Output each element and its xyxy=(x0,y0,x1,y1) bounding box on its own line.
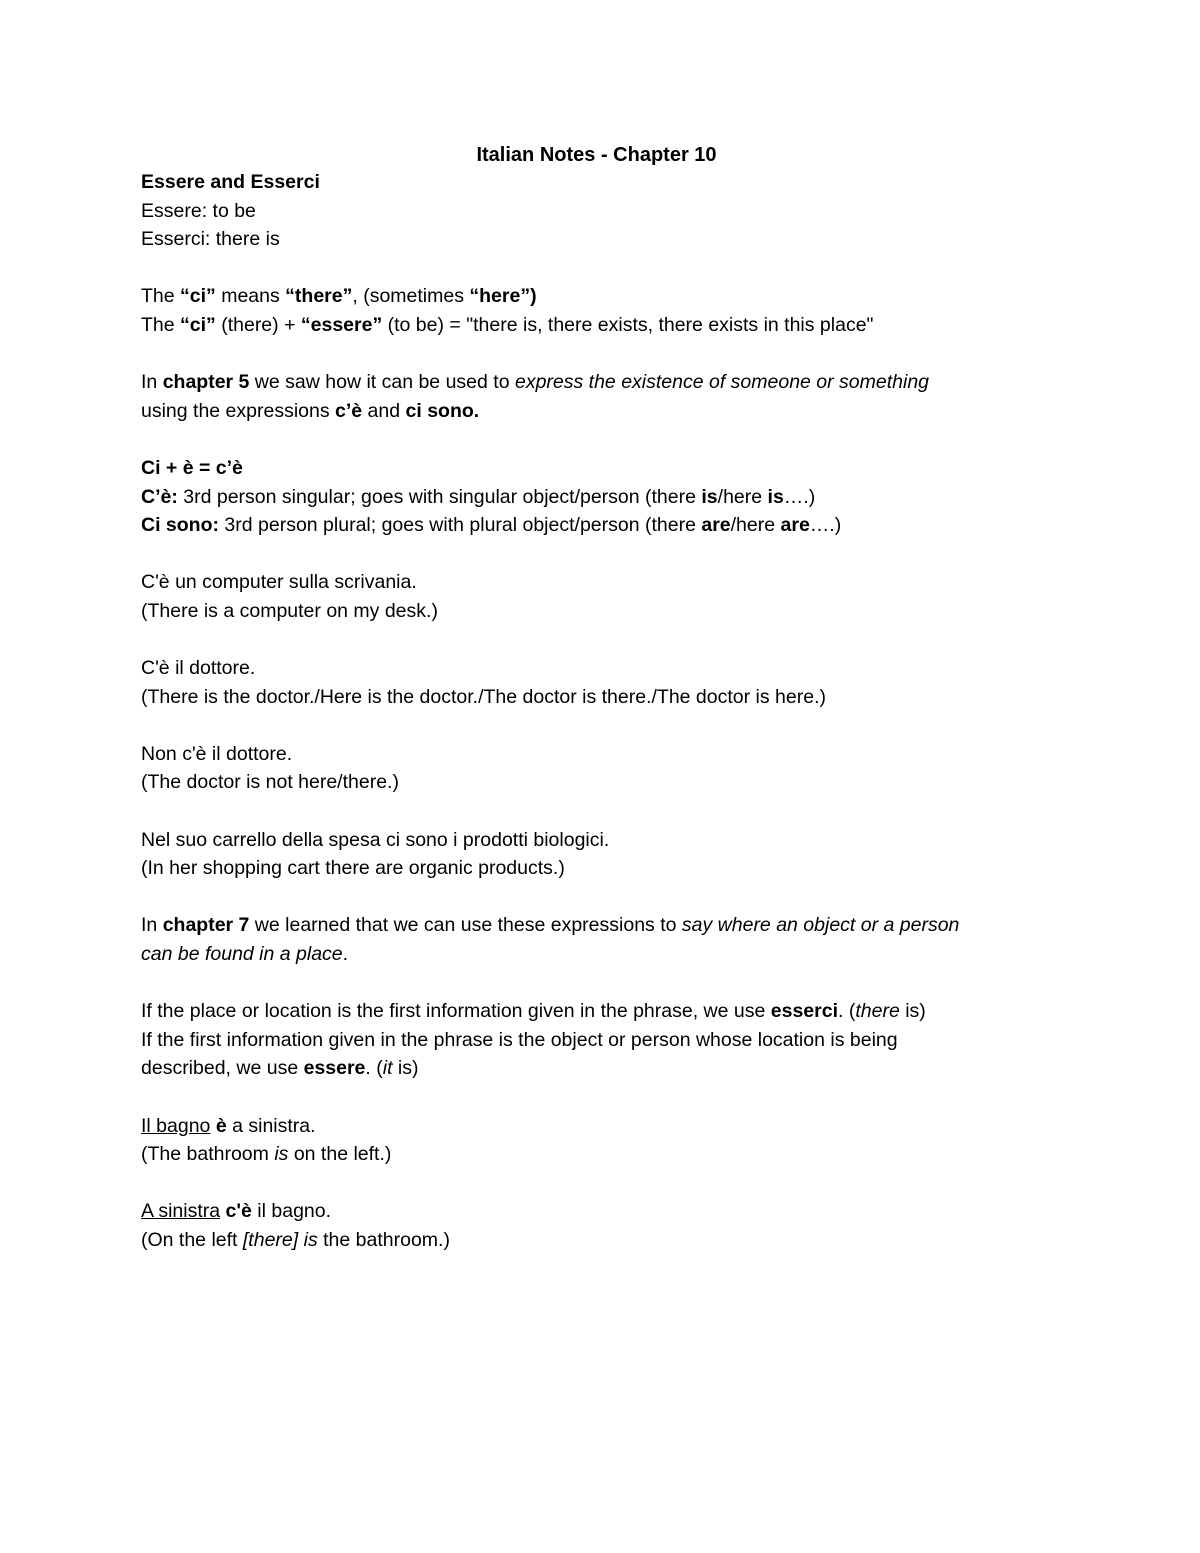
document-title: Italian Notes - Chapter 10 xyxy=(476,144,717,166)
example-italian: C'è il dottore. xyxy=(141,657,256,680)
ce-rule-line: C’è: 3rd person singular; goes with singular object/person (there is/here is….) xyxy=(141,485,816,508)
spacer xyxy=(141,969,1071,998)
spacer xyxy=(141,626,1071,655)
spacer xyxy=(141,883,1071,912)
chapter5-line-1: In chapter 5 we saw how it can be used to express the existence of someone or something xyxy=(141,371,930,394)
definition-esserci: Esserci: there is xyxy=(141,228,280,251)
ci-essere-line: The “ci” (there) + “essere” (to be) = "there is, there exists, there exists in this place" xyxy=(141,313,874,336)
formula-line: Ci + è = c’è xyxy=(141,456,243,479)
chapter5-line-2: using the expressions c’è and ci sono. xyxy=(141,399,480,422)
example-english: (There is the doctor./Here is the doctor./The doctor is there./The doctor is here.) xyxy=(141,685,826,708)
example-english: (The doctor is not here/there.) xyxy=(141,771,399,794)
spacer xyxy=(141,425,1071,454)
chapter7-line-1: In chapter 7 we learned that we can use these expressions to say where an object or a person xyxy=(141,914,960,937)
bathroom-example-1-italian: Il bagno è a sinistra. xyxy=(141,1114,316,1137)
example-english: (In her shopping cart there are organic products.) xyxy=(141,857,565,880)
spacer xyxy=(141,1083,1071,1112)
cisono-rule-line: Ci sono: 3rd person plural; goes with plural object/person (there are/here are….) xyxy=(141,514,842,537)
place-rule-line: If the place or location is the first information given in the phrase, we use esserci. (there is) xyxy=(141,1000,926,1023)
example-italian: Nel suo carrello della spesa ci sono i prodotti biologici. xyxy=(141,828,610,851)
spacer xyxy=(141,1169,1071,1198)
example-italian: C'è un computer sulla scrivania. xyxy=(141,571,417,594)
document-body xyxy=(141,168,1071,1255)
ci-meaning-line: The “ci” means “there”, (sometimes “here”) xyxy=(141,285,537,308)
bathroom-example-2-english: (On the left [there] is the bathroom.) xyxy=(141,1228,450,1251)
chapter7-line-2: can be found in a place. xyxy=(141,943,349,966)
bathroom-example-2-italian: A sinistra c'è il bagno. xyxy=(141,1200,332,1223)
section-heading: Essere and Esserci xyxy=(141,171,320,193)
spacer xyxy=(141,711,1071,740)
object-rule-line-1: If the first information given in the phrase is the object or person whose location is being xyxy=(141,1028,898,1051)
spacer xyxy=(141,254,1071,283)
spacer xyxy=(141,540,1071,569)
bathroom-example-1-english: (The bathroom is on the left.) xyxy=(141,1143,392,1166)
spacer xyxy=(141,340,1071,369)
definition-essere: Essere: to be xyxy=(141,199,256,222)
spacer xyxy=(141,797,1071,826)
object-rule-line-2: described, we use essere. (it is) xyxy=(141,1057,419,1080)
example-english: (There is a computer on my desk.) xyxy=(141,599,438,622)
example-italian: Non c'è il dottore. xyxy=(141,742,293,765)
